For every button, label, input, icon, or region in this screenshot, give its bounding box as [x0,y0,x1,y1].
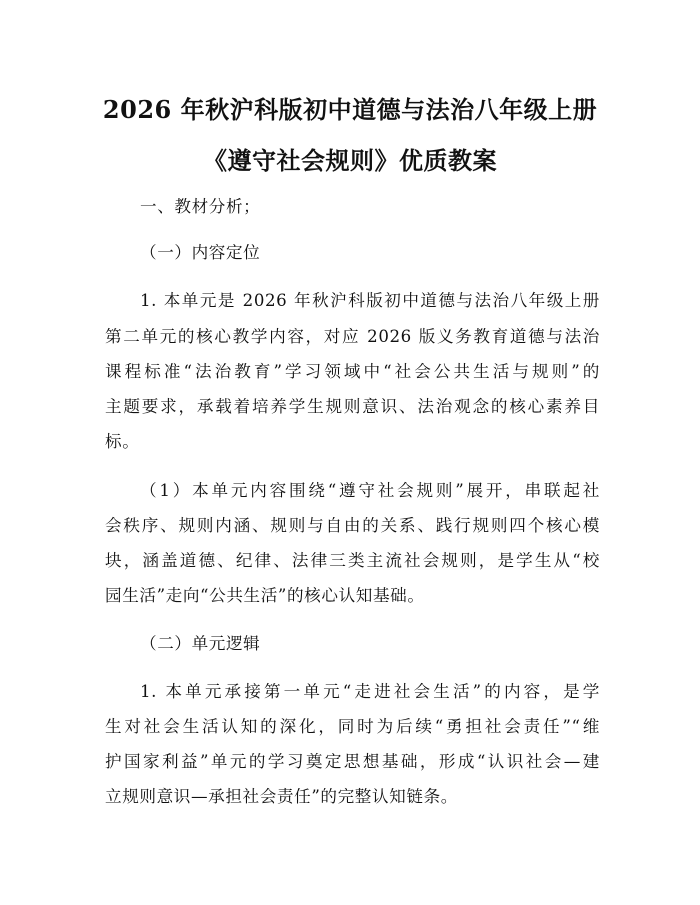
paragraph-line: 课程标准“法治教育”学习领域中“社会公共生活与规则”的 [105,362,600,381]
document-title-line-1: 2026 年秋沪科版初中道德与法治八年级上册 [102,95,598,124]
subsection-heading: （一）内容定位 [140,243,261,262]
paragraph-line: （1）本单元内容围绕“遵守社会规则”展开，串联起社 [140,481,600,500]
paragraph-line: 标。 [105,432,140,451]
paragraph-line: 主题要求，承载着培养学生规则意识、法治观念的核心素养目 [105,397,600,416]
paragraph-line: 园生活”走向“公共生活”的核心认知基础。 [105,586,425,605]
paragraph-line: 1. 本单元是 2026 年秋沪科版初中道德与法治八年级上册 [140,291,600,310]
document-title-line-2: 《遵守社会规则》优质教案 [203,146,497,175]
paragraph-line: 1. 本单元承接第一单元“走进社会生活”的内容，是学 [140,682,600,701]
paragraph-line: 立规则意识—承担社会责任”的完整认知链条。 [105,787,458,806]
paragraph-line: 块，涵盖道德、纪律、法律三类主流社会规则，是学生从“校 [105,551,600,570]
paragraph-line: 会秩序、规则内涵、规则与自由的关系、践行规则四个核心模 [105,516,600,535]
subsection-heading: （二）单元逻辑 [140,634,261,653]
paragraph-line: 护国家利益”单元的学习奠定思想基础，形成“认识社会—建 [105,752,600,771]
paragraph-line: 生对社会生活认知的深化，同时为后续“勇担社会责任”“维 [105,717,600,736]
paragraph-line: 第二单元的核心教学内容，对应 2026 版义务教育道德与法治 [105,327,600,346]
section-heading: 一、教材分析； [140,197,261,216]
